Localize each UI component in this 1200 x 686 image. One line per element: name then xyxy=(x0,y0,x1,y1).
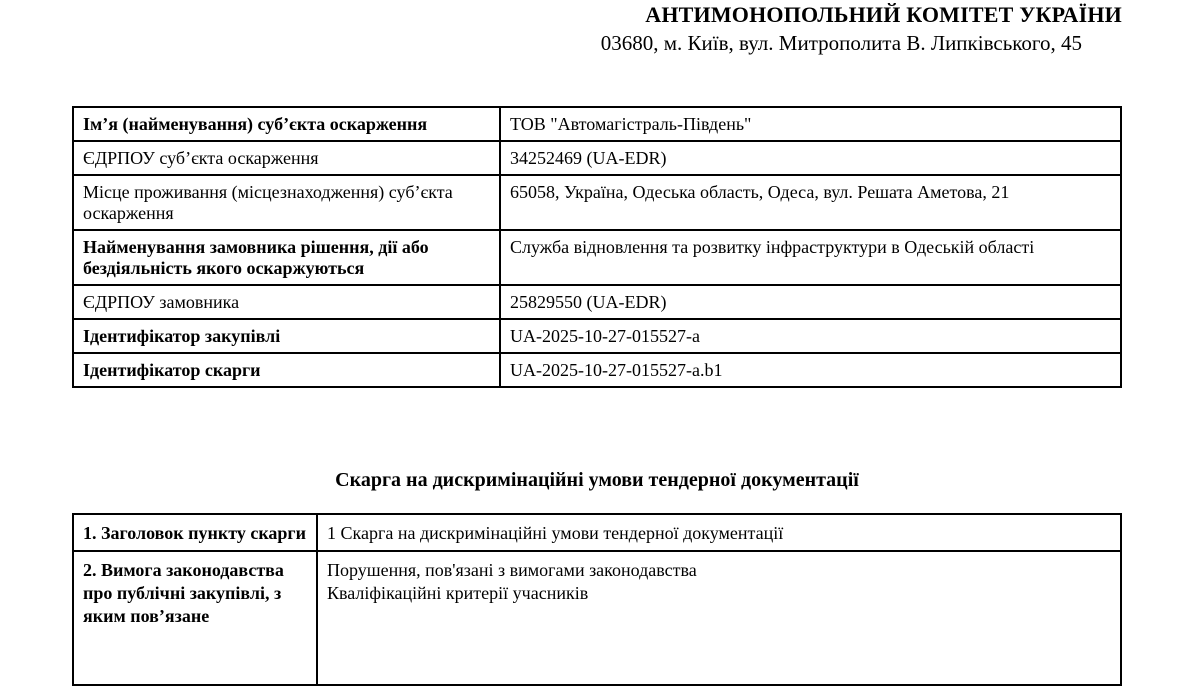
subject-address-value: 65058, Україна, Одеська область, Одеса, вул. Решата Аметова, 21 xyxy=(500,175,1121,230)
legal-requirement-value xyxy=(317,551,1121,685)
customer-name-label: Найменування замовника рішення, дії або бездіяльність якого оскаржуються xyxy=(73,230,500,285)
complaint-table xyxy=(72,513,1122,686)
table-row xyxy=(73,285,1121,319)
table-row xyxy=(73,230,1121,285)
complaint-id-value: UA-2025-10-27-015527-a.b1 xyxy=(500,353,1121,387)
complaint-item-title-value: 1 Скарга на дискримінаційні умови тендерної документації xyxy=(317,514,1121,551)
customer-name-value: Служба відновлення та розвитку інфраструктури в Одеській області xyxy=(500,230,1121,285)
complaint-item-title-label: 1. Заголовок пункту скарги xyxy=(73,514,317,551)
subject-name-label: Ім’я (найменування) суб’єкта оскарження xyxy=(73,107,500,141)
table-row xyxy=(73,107,1121,141)
organization-address: 03680, м. Київ, вул. Митрополита В. Липківського, 45 xyxy=(600,31,1082,55)
subject-edrpou-value: 34252469 (UA-EDR) xyxy=(500,141,1121,175)
complainant-info-table xyxy=(72,106,1122,388)
table-row xyxy=(73,514,1121,551)
complaint-title: Скарга на дискримінаційні умови тендерної документації xyxy=(335,469,859,491)
subject-address-label: Місце проживання (місцезнаходження) суб’єкта оскарження xyxy=(73,175,500,230)
table-row xyxy=(73,353,1121,387)
procurement-id-value: UA-2025-10-27-015527-a xyxy=(500,319,1121,353)
qualification-criteria-text: Кваліфікаційні критерії учасників xyxy=(327,583,589,603)
procurement-id-label: Ідентифікатор закупівлі xyxy=(73,319,500,353)
organization-title: АНТИМОНОПОЛЬНИЙ КОМІТЕТ УКРАЇНИ xyxy=(645,2,1122,27)
violation-type-text: Порушення, пов'язані з вимогами законодавства xyxy=(327,560,697,580)
subject-name-value: ТОВ "Автомагістраль-Південь" xyxy=(500,107,1121,141)
customer-edrpou-label: ЄДРПОУ замовника xyxy=(73,285,500,319)
table-row xyxy=(73,141,1121,175)
table-row xyxy=(73,551,1121,685)
table-row xyxy=(73,175,1121,230)
table-row xyxy=(73,319,1121,353)
complaint-id-label: Ідентифікатор скарги xyxy=(73,353,500,387)
subject-edrpou-label: ЄДРПОУ суб’єкта оскарження xyxy=(73,141,500,175)
legal-requirement-label: 2. Вимога законодавства про публічні закупівлі, з яким пов’язане xyxy=(73,551,317,685)
customer-edrpou-value: 25829550 (UA-EDR) xyxy=(500,285,1121,319)
